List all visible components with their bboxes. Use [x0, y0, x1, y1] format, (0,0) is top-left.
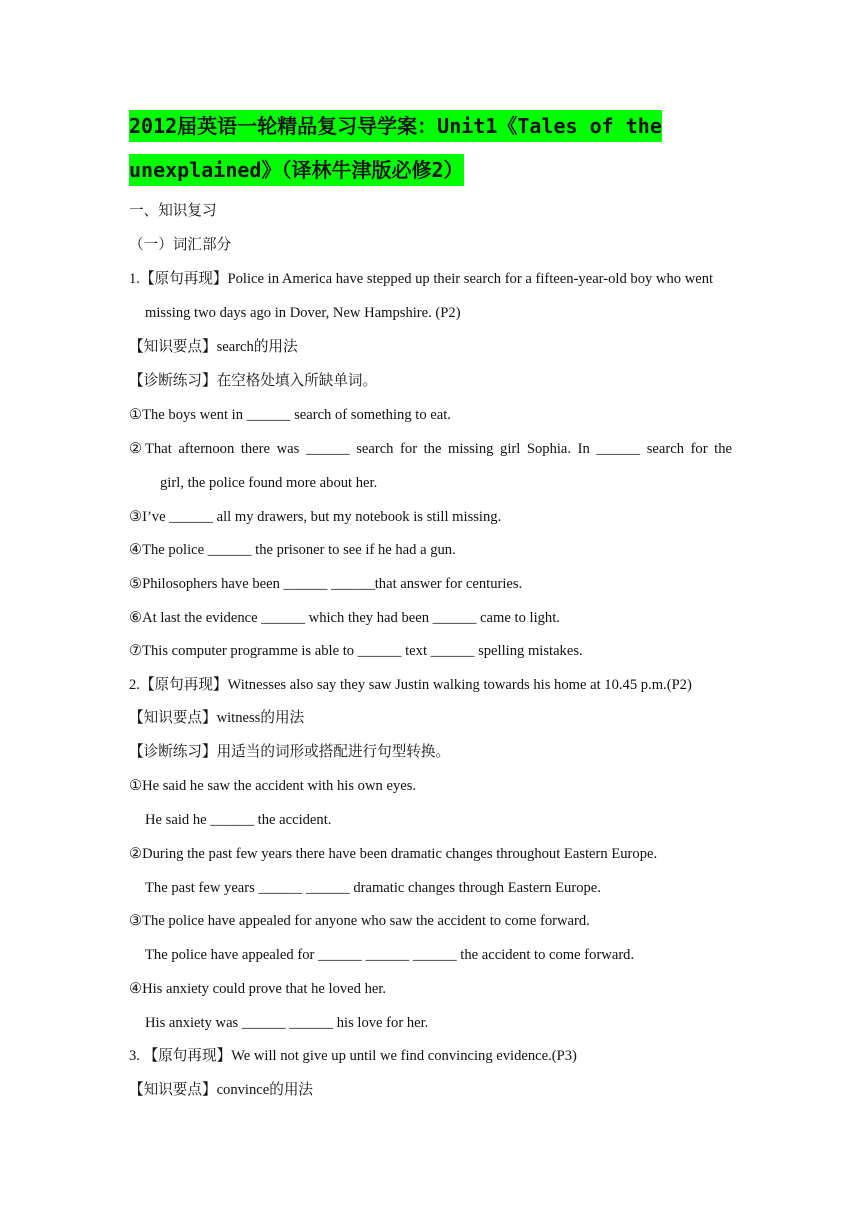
exercise-line: ④The police ______ the prisoner to see if he had a gun.: [129, 542, 456, 558]
item-2-original-sentence: 2.【原句再现】Witnesses also say they saw Justin walking towards his home at 10.45 p.m.(P2): [129, 677, 692, 693]
subsection-heading: （一）词汇部分: [129, 237, 232, 253]
exercise-rewrite-line: The past few years ______ ______ dramatic changes through Eastern Europe.: [145, 880, 601, 896]
exercise-line: ⑤Philosophers have been ______ ______that answer for centuries.: [129, 576, 523, 592]
exercise-line: ⑥At last the evidence ______ which they had been ______ came to light.: [129, 610, 560, 626]
exercise-line: ②That afternoon there was ______ search for the missing girl Sophia. In ______ search for the: [129, 441, 732, 457]
title-line-1: 2012届英语一轮精品复习导学案：Unit1《Tales of the: [129, 110, 662, 142]
item-1-original-sentence-cont: missing two days ago in Dover, New Hampshire. (P2): [145, 305, 461, 321]
exercise-rewrite-line: He said he ______ the accident.: [145, 812, 332, 828]
exercise-line: ⑦This computer programme is able to ______ text ______ spelling mistakes.: [129, 643, 583, 659]
document-title: [129, 104, 769, 192]
item-2-exercise-instruction: 【诊断练习】用适当的词形或搭配进行句型转换。: [129, 744, 451, 760]
exercise-line: ②During the past few years there have been dramatic changes throughout Eastern Europe.: [129, 846, 658, 862]
item-2-key-point: 【知识要点】witness的用法: [129, 710, 305, 726]
exercise-line-cont: girl, the police found more about her.: [160, 475, 378, 491]
item-1-exercise-instruction: 【诊断练习】在空格处填入所缺单词。: [129, 373, 378, 389]
item-3-original-sentence: 3. 【原句再现】We will not give up until we find convincing evidence.(P3): [129, 1048, 577, 1064]
exercise-line: ④His anxiety could prove that he loved her.: [129, 981, 387, 997]
exercise-line: ①The boys went in ______ search of something to eat.: [129, 407, 451, 423]
exercise-line: ①He said he saw the accident with his own eyes.: [129, 778, 417, 794]
section-heading: 一、知识复习: [129, 203, 217, 219]
exercise-rewrite-line: The police have appealed for ______ ______ ______ the accident to come forward.: [145, 947, 635, 963]
item-1-original-sentence: 1.【原句再现】Police in America have stepped up their search for a fifteen-year-old boy who went: [129, 271, 714, 287]
exercise-line: ③I’ve ______ all my drawers, but my notebook is still missing.: [129, 509, 502, 525]
item-3-key-point: 【知识要点】convince的用法: [129, 1082, 314, 1098]
exercise-line: ③The police have appealed for anyone who saw the accident to come forward.: [129, 913, 590, 929]
title-line-2: unexplained》（译林牛津版必修2）: [129, 154, 464, 186]
exercise-rewrite-line: His anxiety was ______ ______ his love for her.: [145, 1015, 429, 1031]
item-1-key-point: 【知识要点】search的用法: [129, 339, 298, 355]
